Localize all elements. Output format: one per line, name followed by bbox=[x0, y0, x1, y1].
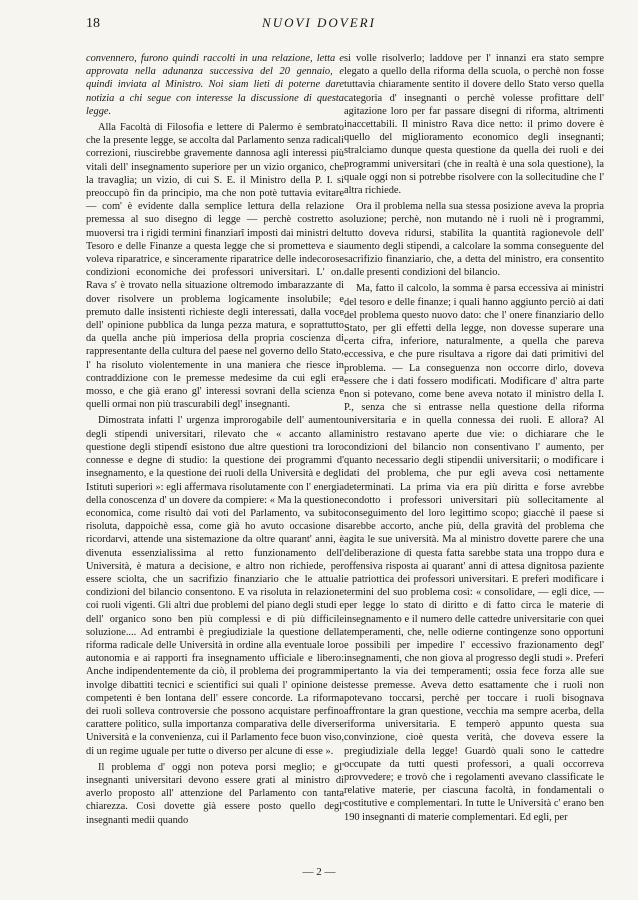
left-paragraph-3: Dimostrata infatti l' urgenza improrogabile dell' aumento degli stipendi universitari, rilevato che « accanto alla questione degli stipendî esistono due altre questioni tra loro connesse e degne di studio: la questione dei programmi d' insegnamento, e la questione dei ruoli della Università e degli Istituti superiori »: egli affermava risolutamente con l' energia della conoscenza d' un dovere da compiere: « Ma la questione economica, come risultò dai voti del Parlamento, va subito risoluta, dappoichè essa, come già ho avuto occasione di ricordarvi, attende una sistemazione da oltre quarant' anni, è divenuta essenzialissima al retto funzionamento dell' Università, è matura a decisione, e altro non richiede, per essere sciolta, che un sacrifizio finanziario che le attuali condizioni del bilancio consentono. E va risoluta in relazione coi ruoli vigenti. Gli altri due problemi del piano degli studi e dell' organico sono ben più complessi e di più difficile soluzione.... Ad entrambi è pregiudiziale la questione della riforma radicale delle Università in ordine alla eventuale loro autonomia e ai rapporti fra insegnamento ufficiale e libero: Anche indipendentemente da ciò, il problema dei programmi involge dibattiti tecnici e scientifici sui quali l' opinione dei competenti è ben lontana dell' essere concorde. La riforma dei ruoli solleva controversie che possono acquistare perfino carattere politico, sulla importanza comparativa delle diverse Università e la convenienza, cui il Parlamento fece buon viso, di un regime uguale per tutte o diverso per alcune di esse ». bbox=[86, 415, 344, 757]
left-column bbox=[86, 52, 344, 830]
page-footer-number: — 2 — bbox=[302, 866, 336, 878]
left-paragraph-4: Il problema d' oggi non poteva porsi meglio; e gl' insegnanti universitari devono essere grati al ministro di averlo proposto all' attenzione del Parlamento con tanta chiarezza. Così dovette già essere posto quello degl' insegnanti medii quando bbox=[86, 761, 344, 826]
right-paragraph-2: Ora il problema nella sua stessa posizione aveva la propria soluzione; perchè, non mutando nè i ruoli nè i programmi, tutto doveva ridursi, stabilita la quantità ragionevole dell' aumento degli stipendi, a calcolare la somma conseguente del sacrifizio finanziario, che, a detta del ministro, era consentito dalle presenti condizioni del bilancio. bbox=[344, 201, 604, 279]
page-number: 18 bbox=[86, 16, 100, 31]
right-paragraph-1: si volle risolverlo; laddove per l' innanzi era stato sempre legato a quello della riforma della scuola, o perchè non fosse tuttavia chiaramente sentito il dovere dello Stato verso quella categoria d' insegnanti o perchè volesse profittare dell' agitazione loro per far passare disegni di riforma, altrimenti inaccettabili. Il ministro Rava dice netto: il primo dovere è quello del miglioramento economico degli insegnanti; stralciamo dunque questa questione da quella dei ruoli e dei programmi universitari (che in realtà è una sola questione), la quale oggi non si potrebbe risolvere con la sollecitudine che l' altra richiede. bbox=[344, 53, 604, 197]
left-paragraph-2: Alla Facoltà di Filosofia e lettere di Palermo è sembrato che la presente legge, se accolta dal Parlamento senza radicali correzioni, riuscirebbe gravemente dannosa agli interessi più vitali dell' insegnamento superiore per un vizio organico, che la travaglia; un vizio, di cui S. E. il Ministro della P. I. si preoccupò fin da principio, ma che non potè tuttavia evitare — com' è evidente dalla semplice lettura della relazione premessa al suo disegno di legge — perchè costretto a muoversi tra i rigidi termini finanziarî imposti dai ministri del Tesoro e delle Finanze a questa legge che si prometteva e si voleva riparatrice, e sinceramente riparatrice delle indecorose condizioni economiche dei professori universitari. L' on. Rava s' è trovato nella situazione oltremodo imbarazzante di dover risolvere un problema logicamente insolubile; e premuto dalle insistenti richieste degli interessati, dalla voce dell' opinione pubblica da lunga pezza matura, e soprattutto da quella anche più imperiosa della propria coscienza di rappresentante della cultura del paese nel governo dello Stato, l' ha risoluto violentemente in una maniera che riesce in contraddizione con le premesse medesime da cui egli era mosso, e che già erano gl' interessi sovrani della scienza e quelli ormai non più trascurabili degl' insegnanti. bbox=[86, 122, 344, 411]
right-paragraph-3: Ma, fatto il calcolo, la somma è parsa eccessiva ai ministri del tesoro e delle finanze; i quali hanno aggiunto perciò ai dati del problema questo nuovo dato: che l' onere finanziario dello Stato, per gli effetti della legge, non dovesse superare una certa cifra, inferiore, naturalmente, a quella che pareva eccessiva, e che pure risultava a rigore dai dati primitivi del problema. — La conseguenza non occorre dirlo, doveva essere che i dati fossero modificati. Modificare d' altra parte non si potevano, come bene aveva notato il ministro della I. P., senza che si entrasse nella questione della riforma universitaria e in quella connessa dei ruoli. E allora? Al ministro restavano aperte due vie: o dichiarare che le condizioni del bilancio non consentivano l' aumento, per quanto necessario degli stipendii universitarii; o modificare i dati del problema, che pur egli aveva così nettamente determinati. La prima via era più diritta e forse avrebbe condotto i professori universitari più sollecitamente al conseguimento del loro legittimo scopo; giacchè il paese si sarebbe accorto, anche più, della gravità del problema che agita le sue università. Ma al ministro dovette parere che una deliberazione di questa fatta sarebbe stata una troppo dura e offensiva risposta ai quarant' anni di attesa dignitosa paziente e patriottica dei professori universitari. E preferì modificare i termini del suo problema così: « consolidare, — egli dice, — per legge lo stato di diritto e di fatto circa le materie di insegnamento e il numero delle cattedre universitarie con quei temperamenti, che, nelle odierne contingenze sono opportuni e possibili per impedire l' eccessivo frazionamento degl' insegnamenti, che non giova al progresso degli studi ». Preferì pertanto la via dei temperamenti; ossia fece forza alle sue stesse premesse. Aveva detto esattamente che i ruoli non potevano toccarsi, perchè per toccare i ruoli bisognava affrontare la gran questione, vecchia ma sempre acerba, della riforma universitaria. E temperò appunto questa sua convinzione, cioè questa verità, che doveva essere la pregiudiziale della legge! Guardò quali sono le cattedre occupate da tutti questi professori, a quali occorreva provvedere; e trovò che i regolamenti avevano classificate le relative materie, per ciascuna facoltà, in fondamentali o costitutive e complementari. In tutte le Università c' erano ben 190 insegnanti di materie complementari. Ed egli, per bbox=[344, 283, 604, 823]
left-paragraph-1: convennero, furono quindi raccolti in una relazione, letta e approvata nella adunanza successiva del 20 gennaio, e quindi inviata al Ministro. Noi siam lieti di poterne dare notizia a chi segue con interesse la discussione di questa legge. bbox=[86, 53, 344, 117]
right-column bbox=[344, 52, 604, 827]
running-head-title: NUOVI DOVERI bbox=[262, 15, 376, 30]
